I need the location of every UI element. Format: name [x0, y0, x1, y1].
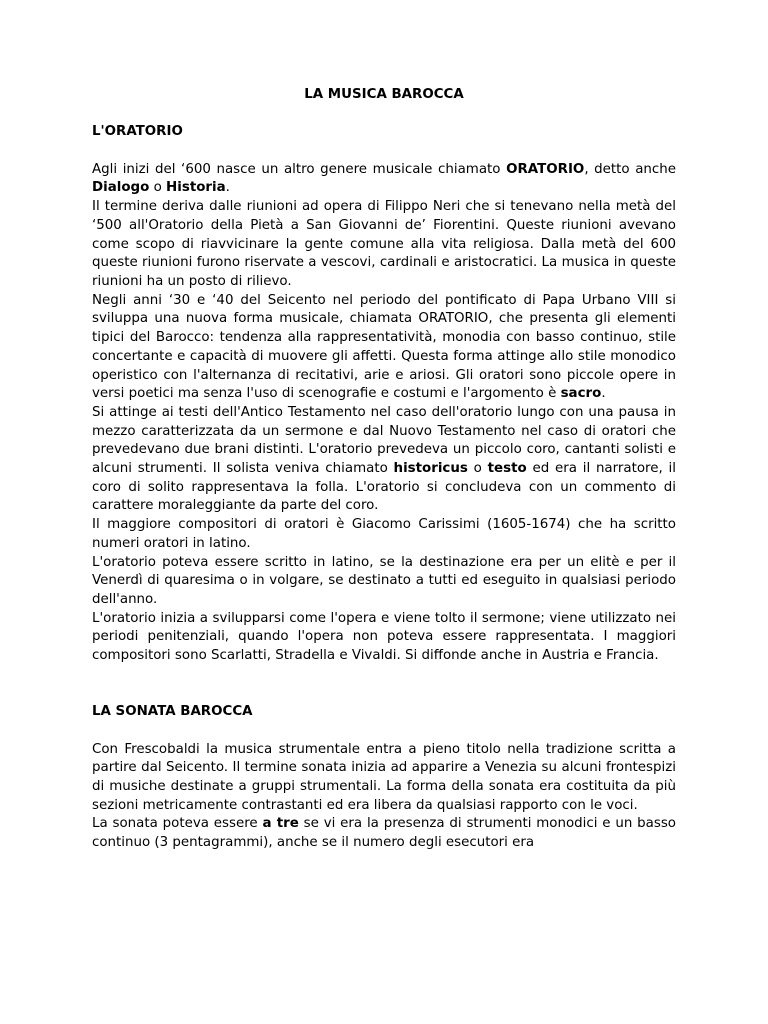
- bold-term: Dialogo: [92, 180, 150, 196]
- paragraph: [92, 198, 676, 292]
- bold-term: sacro: [560, 386, 602, 402]
- bold-term: a tre: [262, 816, 299, 832]
- paragraph: [92, 404, 676, 516]
- bold-term: ORATORIO: [506, 161, 585, 177]
- text-run: L'oratorio poteva essere scritto in latino, se la destinazione era per un elitè e per il Venerdì di quaresima o in volgare, se destinato a tutti ed eseguito in qualsiasi periodo dell'anno.: [92, 554, 676, 607]
- text-run: o: [149, 180, 167, 196]
- spacer: [92, 105, 676, 124]
- paragraph: [92, 161, 676, 198]
- text-run: Il termine deriva dalle riunioni ad opera di Filippo Neri che si tenevano nella metà del ‘500 all'Oratorio della Pietà a San Giovanni de’ Fiorentini. Queste riunioni avevano come scopo di riavvicinare la gente comune alla vita religiosa. Dalla metà del 600 queste riunioni furono riservate a vescovi, cardinali e aristocratici. La musica in queste riunioni ha un posto di rilievo.: [92, 199, 676, 289]
- text-run: Il maggiore compositori di oratori è Giacomo Carissimi (1605-1674) che ha scritto numeri oratori in latino.: [92, 517, 676, 551]
- text-run: .: [601, 386, 606, 402]
- spacer: [92, 722, 676, 741]
- paragraph: [92, 292, 676, 404]
- section-heading-sonata: LA SONATA BAROCCA: [92, 704, 253, 720]
- paragraph: [92, 610, 676, 666]
- paragraph: [92, 516, 676, 553]
- bold-term: testo: [487, 461, 527, 477]
- bold-term: Historia: [166, 180, 226, 196]
- text-run: Con Frescobaldi la musica strumentale entra a pieno titolo nella tradizione scritta a partire dal Seicento. Il termine sonata inizia ad apparire a Venezia su alcuni frontespizi di musiche destinate a gruppi strumentali. La forma della sonata era costituita da più sezioni metricamente contrastanti ed era libera da qualsiasi rapporto con le voci.: [92, 741, 676, 813]
- section-heading-oratorio: L'ORATORIO: [92, 124, 183, 140]
- text-run: .: [225, 180, 230, 196]
- document-title: LA MUSICA BAROCCA: [304, 87, 464, 102]
- text-run: La sonata poteva essere: [92, 816, 263, 832]
- text-run: Negli anni ‘30 e ‘40 del Seicento nel periodo del pontificato di Papa Urbano VIII si sviluppa una nuova forma musicale, chiamata ORATORIO, che presenta gli elementi tipici del Barocco: tendenza alla rappresentatività, monodia con basso continuo, stile concertante e capacità di muovere gli affetti. Questa forma attinge allo stile monodico operistico con l'alternanza di recitativi, arie e ariosi. Gli oratori sono piccole opere in versi poetici ma senza l'uso di scenografie e costumi e l'argomento è: [92, 292, 676, 402]
- section-body-oratorio: [92, 161, 676, 666]
- paragraph: [92, 815, 676, 852]
- spacer: [92, 142, 676, 161]
- text-run: Agli inizi del ‘600 nasce un altro genere musicale chiamato: [92, 161, 507, 177]
- spacer: [92, 666, 676, 703]
- text-run: Si attinge ai testi dell'Antico Testamento nel caso dell'oratorio lungo con una pausa in mezzo caratterizzata da un sermone e dal Nuovo Testamento nel caso di oratori che prevedevano due brani distinti. L'oratorio prevedeva un piccolo coro, cantanti solisti e alcuni strumenti. Il solista veniva chiamato: [92, 404, 676, 477]
- bold-term: historicus: [393, 461, 468, 477]
- paragraph: [92, 554, 676, 610]
- text-run: se vi era la presenza di strumenti monodici e un basso continuo (3 pentagrammi), anche se il numero degli esecutori era: [92, 816, 676, 851]
- text-run: o: [467, 461, 488, 477]
- text-run: , detto anche: [584, 161, 676, 177]
- section-body-sonata: [92, 741, 676, 853]
- paragraph: [92, 741, 676, 816]
- text-run: ed era il narratore, il coro di solito rappresentava la folla. L'oratorio si concludeva con un commento di carattere moraleggiante da parte del coro.: [92, 461, 676, 514]
- text-run: L'oratorio inizia a svilupparsi come l'opera e viene tolto il sermone; viene utilizzato nei periodi penitenziali, quando l'opera non poteva essere rappresentata. I maggiori compositori sono Scarlatti, Stradella e Vivaldi. Si diffonde anche in Austria e Francia.: [92, 610, 676, 664]
